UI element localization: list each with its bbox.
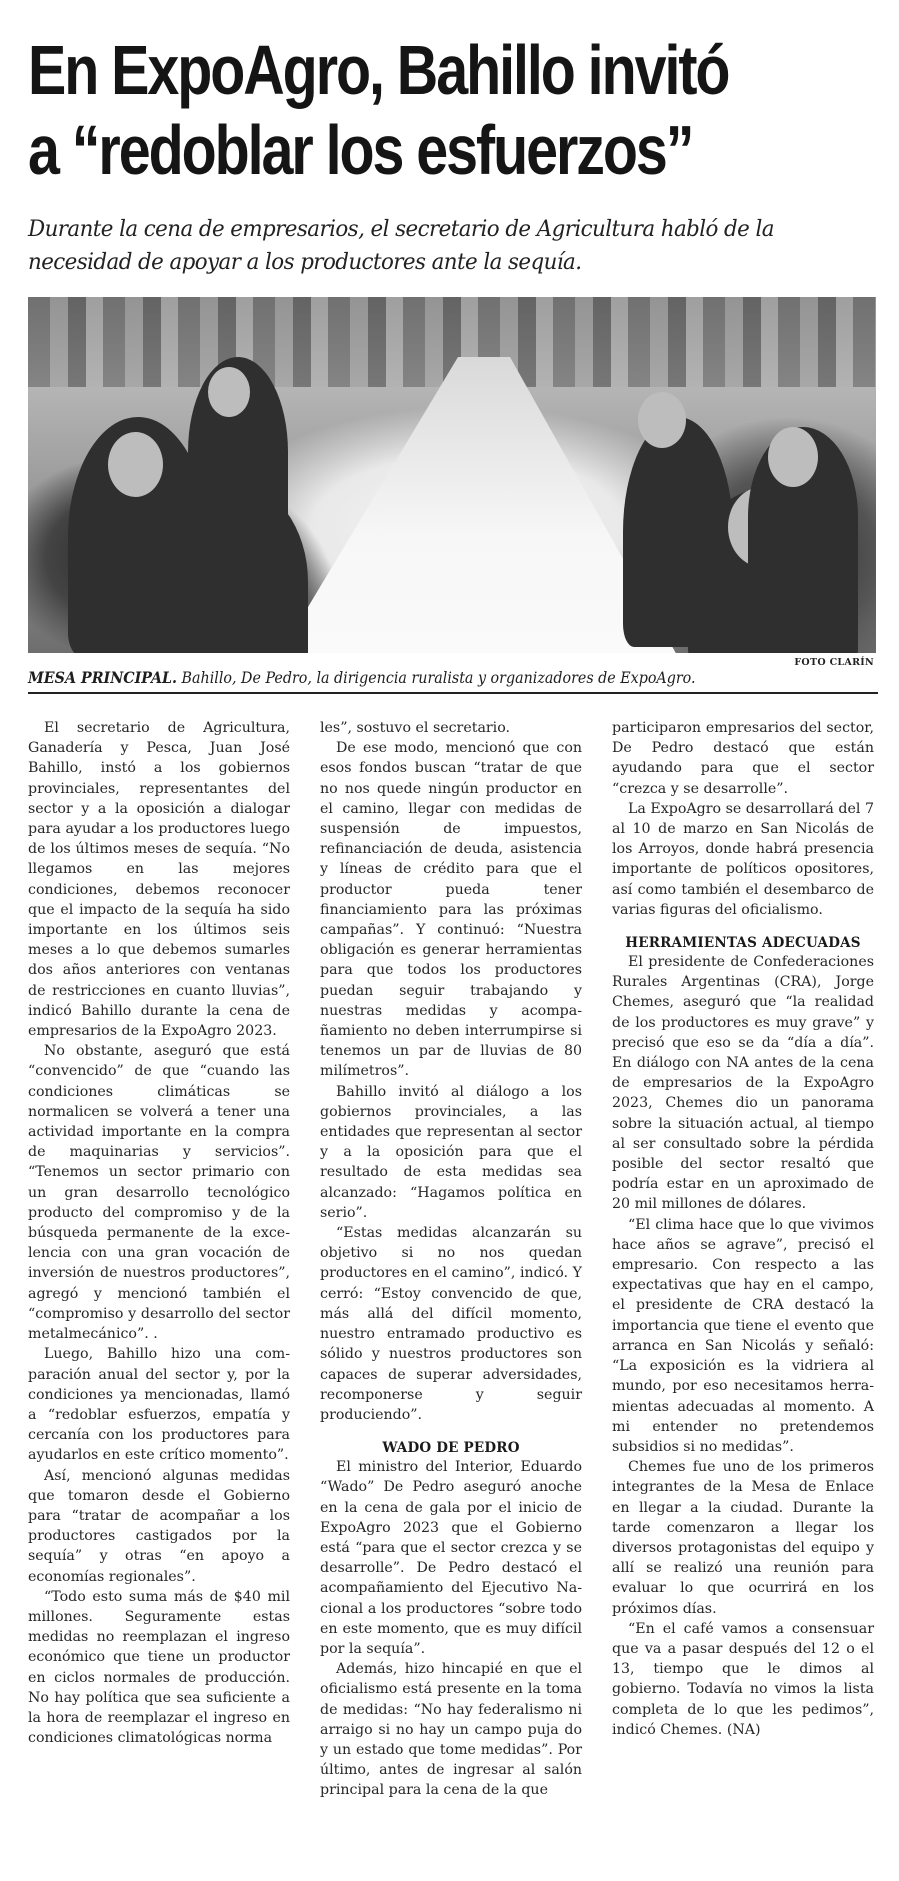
caption-text: Bahillo, De Pedro, la dirigencia ruralista y organizadores de ExpoAgro. [177, 669, 696, 687]
article-paragraph: Además, hizo hincapié en que el oficialismo está presente en la toma de medidas: “No hay federalismo ni arraigo si no hay un campo puja do y un estado que tome medidas”. Por último, antes de ingresar al salón principal para la cena de la que [320, 1661, 582, 1799]
article-paragraph: “Estas medidas alcanzarán su objetivo si no nos quedan productores en el camino”, indicó. Y cerró: “Estoy convencido de que, más allá del difícil momento, nuestro entramado productivo es sólido y nuestros productores son capaces de superar adversidades, recomponerse y seguir produciendo”. [320, 1225, 582, 1423]
article-column-1 [28, 718, 290, 1748]
section-subheading: HERRAMIENTAS ADECUADAS [625, 935, 861, 952]
article-paragraph: El ministro del Interior, Eduardo “Wado” De Pedro aseguró anoche en la cena de gala por el inicio de ExpoAgro 2023 que el Gobierno está “para que el sector crezca y se desarrolle”. De Pedro destacó el acompañamiento del Ejecutivo Nacional a los productores “sobre todo en este momento, que es muy difícil por la sequía”. [320, 1459, 582, 1657]
caption-divider [28, 692, 878, 694]
article-paragraph: De ese modo, mencionó que con esos fondos buscan “tratar de que no nos quede ningún productor en el camino, llegar con medidas de suspensión de impuestos, refinanciación de deuda, asistencia y líneas de crédito para que el productor pueda tener financiamiento para las próximas campañas”. Y continuó: “Nuestra obligación es generar herramientas para que todos los productores puedan seguir trabajando y nuestras medidas y acompañamiento no deben interrumpirse si tenemos un par de lluvias de 80 milímetros”. [320, 740, 582, 1080]
photo-face [208, 367, 250, 417]
section-subheading: WADO DE PEDRO [382, 1440, 520, 1457]
photo-face [638, 392, 686, 448]
article-paragraph: Bahillo invitó al diálogo a los gobiernos provinciales, a las entidades que representan al sector y a la oposición para que el resultado de esta medidas sea alcanzado: “Hagamos política en serio”. [320, 1083, 582, 1221]
article-paragraph: participaron empresarios del sector, De Pedro destacó que están ayudando para que el sector “crezca y se desarrolle”. [612, 720, 874, 797]
headline-line-2: a “redoblar los esfuerzos” [28, 111, 693, 189]
article-paragraph: La ExpoAgro se desarrollará del 7 al 10 de marzo en San Nicolás de los Arroyos, donde habrá presencia importante de políticos opositores, así como también el desembarco de varias figuras del oficialismo. [612, 800, 874, 918]
caption-lead: MESA PRINCIPAL. [28, 668, 178, 687]
photo-table [278, 357, 678, 653]
headline-line-1: En ExpoAgro, Bahillo invitó [28, 31, 729, 109]
article-column-2 [320, 718, 582, 1801]
article-paragraph: Así, mencionó algunas medidas que tomaron desde el Gobierno para “tratar de acompañar a los productores castigados por la sequía” y otras “en apoyo a economías regionales”. [28, 1467, 290, 1585]
article-paragraph: “En el café vamos a consensuar que va a pasar después del 12 o el 13, tiempo que le dimos al gobierno. Todavía no vimos la lista completa de lo que les pedimos”, indicó Chemes. (NA) [612, 1620, 874, 1738]
photo-caption [28, 668, 810, 688]
article-paragraph: El secretario de Agricultura, Ganadería y Pesca, Juan José Bahillo, instó a los gobiernos provinciales, representantes del sector y a la oposición a dialogar para ayudar a los productores luego de los últimos meses de sequía. “No llegamos en las mejores condiciones, debemos reconocer que el impacto de la sequía ha sido importante en los últimos seis meses a lo que debemos sumarles dos años anteriores con ventanas de restricciones en cuanto lluvias”, indicó Bahillo durante la cena de empresarios de la ExpoAgro 2023. [28, 720, 290, 1040]
article-paragraph: Chemes fue uno de los primeros integrantes de la Mesa de Enlace en llegar a la ciudad. Durante la tarde comenzaron a llegar los diversos protagonistas del equipo y allí se realizó una reunión para evaluar lo que ocurrirá en los próximos días. [612, 1459, 874, 1617]
article-paragraph: Luego, Bahillo hizo una comparación anual del sector y, por la condiciones ya mencionadas, llamó a “redoblar esfuerzos, empatía y cercanía con los productores para ayudarlos en este crítico momento”. [28, 1346, 290, 1464]
article-column-3 [612, 718, 874, 1740]
photo-face [108, 432, 163, 497]
photo-face [768, 427, 818, 487]
article-paragraph: El presidente de Confederaciones Rurales Argentinas (CRA), Jorge Chemes, aseguró que “la realidad de los productores es muy grave” y precisó que eso se da “día a día”. En diálogo con NA antes de la cena de empresarios de la ExpoAgro 2023, Chemes dio un panorama sobre la situación actual, al tiempo al ser consultado sobre la pérdida posible del sector resaltó que podría estar en un aproximado de 20 mil millones de dólares. [612, 954, 874, 1213]
photo-credit: FOTO CLARÍN [794, 657, 874, 668]
article-paragraph: “Todo esto suma más de $40 mil millones. Seguramente estas medidas no reemplazan el ingreso económico que tiene un productor en ciclos normales de producción. No hay política que sea suficiente a la hora de reemplazar el ingreso en condiciones climatológicas norma [28, 1588, 290, 1747]
subheadline: Durante la cena de empresarios, el secretario de Agricultura habló de la necesidad de apoyar a los productores ante la sequía. [28, 216, 774, 275]
headline [28, 30, 729, 190]
article-photo [28, 297, 876, 653]
article-paragraph: les”, sostuvo el secretario. [320, 720, 511, 736]
article-paragraph: No obstante, aseguró que está “convencido” de que “cuando las condiciones climáticas se normalicen se volverá a tener una actividad importante en la compra de maquinarias y servicios”. “Tenemos un sector primario con un gran desarrollo tecnológico producto del compromiso y de la búsqueda permanente de la excelencia con una gran vocación de inversión de nuestros productores”, agregó y mencionó también el “compromiso y desarrollo del sector metalmecánico”. . [28, 1043, 290, 1343]
article-paragraph: “El clima hace que lo que vivimos hace años se agrave”, precisó el empresario. Con respecto a las expectativas que hay en el campo, el presidente de CRA destacó la importancia que tiene el evento que arranca en San Nicolás y señaló: “La exposición es la vidriera al mundo, por eso necesitamos herramientas adecuadas al momento. A mi entender no pretendemos subsidios si no medidas”. [612, 1216, 874, 1455]
